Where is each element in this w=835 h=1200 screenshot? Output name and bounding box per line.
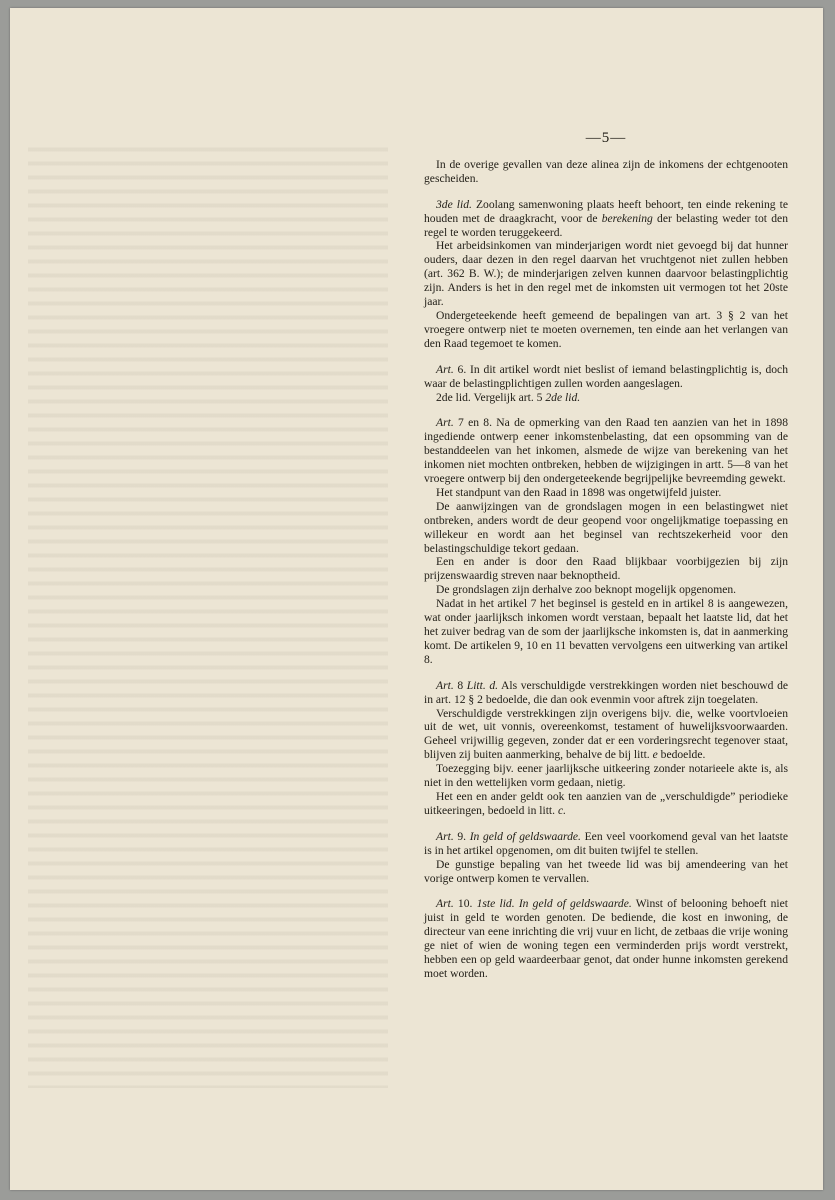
- paragraph: [424, 597, 788, 667]
- paragraph: [424, 858, 788, 886]
- text-run: 9.: [453, 829, 470, 843]
- document-page: [10, 8, 823, 1190]
- paragraph: [424, 486, 788, 500]
- paragraph: [424, 707, 788, 763]
- paragraph: [424, 555, 788, 583]
- italic-text: Art.: [436, 362, 454, 376]
- bleed-through-text: [28, 138, 388, 1088]
- paragraph-gap: [424, 186, 788, 198]
- text-run: Verschuldigde verstrekkingen zijn overigens bijv. die, welke voortvloeien uit de wet, uit vonnis, overeenkomst, testament of huwelijksvoorwaarden. Geheel vrijwillig gegeven, zonder dat er een vorderingsrecht tegenover staat, blijven zij buiten aanmerking, behalve de bij litt.: [424, 706, 788, 762]
- paragraph: [424, 830, 788, 858]
- italic-text: c.: [557, 803, 566, 817]
- italic-text: 3de lid.: [436, 197, 472, 211]
- paragraph: [424, 762, 788, 790]
- text-run: 8: [453, 678, 467, 692]
- text-run: 7 en 8. Na de opmerking van den Raad ten aanzien van het in 1898 ingediende ontwerp eener inkomstenbelasting, dat een opsomming van de bestanddeelen van het inkomen, alsmede de wijze van berekening van het inkomen niet mochten ontbreken, hebben de wijzigingen in artt. 5—8 van het vroegere ontwerp bij den ondergeteekende begrijpelijke bevreemding gewekt.: [424, 416, 788, 486]
- text-run: De aanwijzingen van de grondslagen mogen in een belastingwet niet ontbreken, anders wordt de deur geopend voor ongelijkmatige toepassing en willekeur en wordt aan het beginsel van rechtszekerheid voor den belastingschuldige tekort gedaan.: [424, 499, 788, 555]
- text-run: 6. In dit artikel wordt niet beslist of iemand belastingplichtig is, doch waar de belastingplichtigen zullen worden aangeslagen.: [424, 362, 788, 390]
- text-run: Toezegging bijv. eener jaarlijksche uitkeering zonder notarieele akte is, als niet in den wettelijken vorm gedaan, nietig.: [424, 762, 788, 790]
- text-run: 10.: [453, 897, 477, 911]
- text-run: De grondslagen zijn derhalve zoo beknopt mogelijk opgenomen.: [436, 583, 737, 597]
- text-run: Het arbeidsinkomen van minderjarigen wordt niet gevoegd bij dat hunner ouders, daar dezen in den regel daarvan het vruchtgenot niet zullen hebben (art. 362 B. W.); de minderjarigen zelven kunnen daarvoor belastingplichtig zijn. Anders is het in den regel met de inkomsten uit vermogen tot het 20ste jaar.: [424, 239, 788, 309]
- text-run: In de overige gevallen van deze alinea zijn de inkomens der echtgenooten gescheiden.: [424, 157, 788, 185]
- page-number: —5—: [585, 130, 627, 146]
- paragraph: [424, 897, 788, 980]
- italic-text: Art.: [436, 678, 454, 692]
- text-run: Nadat in het artikel 7 het beginsel is gesteld en in artikel 8 is aangewezen, wat onder jaarlijksch inkomen wordt verstaan, bepaalt het laatste lid, dat het het zuiver bedrag van de som der jaarlijksche inkomsten is, dat in aanmerking komt. De artikelen 9, 10 en 11 bevatten vervolgens een uitwerking van artikel 8.: [424, 597, 788, 666]
- text-run: Een en ander is door den Raad blijkbaar voorbijgezien bij zijn prijzenswaardig streven naar beknoptheid.: [424, 555, 788, 583]
- italic-text: Art.: [436, 829, 454, 843]
- text-run: 2de lid. Vergelijk art. 5: [436, 390, 546, 404]
- text-run: Ondergeteekende heeft gemeend de bepalingen van art. 3 § 2 van het vroegere ontwerp niet te moeten overnemen, ten einde aan het verlangen van den Raad tegemoet te komen.: [424, 308, 788, 350]
- text-run: Zoolang samenwoning plaats heeft behoort, ten einde rekening te houden met de draagkracht, voor de: [424, 197, 788, 225]
- italic-text: berekening: [601, 211, 653, 225]
- paragraph: [424, 309, 788, 351]
- text-run: De gunstige bepaling van het tweede lid was bij amendeering van het vorige ontwerp komen te vervallen.: [424, 857, 788, 885]
- paragraph: [424, 500, 788, 556]
- paragraph-gap: [424, 404, 788, 416]
- text-run: bedoelde.: [657, 748, 706, 762]
- paragraph: [424, 583, 788, 597]
- paragraph-gap: [424, 351, 788, 363]
- text-run: Het een en ander geldt ook ten aanzien van de „verschuldigde” periodieke uitkeeringen, bedoeld in litt.: [424, 789, 788, 817]
- paragraph: [424, 198, 788, 240]
- paragraph: [424, 679, 788, 707]
- text-run: Het standpunt van den Raad in 1898 was ongetwijfeld juister.: [436, 485, 722, 499]
- italic-text: 2de lid.: [545, 390, 581, 404]
- paragraph: [424, 363, 788, 391]
- text-blocks: [424, 158, 788, 981]
- italic-text: e: [652, 748, 658, 762]
- text-run: Als verschuldigde verstrekkingen worden niet beschouwd de in art. 12 § 2 bedoelde, die dan ook evenmin voor aftrek zijn toegelaten.: [424, 678, 789, 706]
- paragraph: [424, 416, 788, 486]
- italic-text: Art.: [436, 897, 454, 911]
- paragraph-gap: [424, 818, 788, 830]
- paragraph: [424, 239, 788, 309]
- text-run: Een veel voorkomend geval van het laatste is in het artikel opgenomen, om dit buiten twijfel te stellen.: [424, 829, 788, 857]
- paragraph-gap: [424, 885, 788, 897]
- italic-text: Art.: [436, 416, 454, 430]
- italic-text: In geld of geldswaarde.: [469, 829, 581, 843]
- italic-text: Litt. d.: [466, 678, 499, 692]
- paragraph: [424, 158, 788, 186]
- text-run: Winst of belooning behoeft niet juist in geld te worden genoten. De bediende, die kost en inwoning, de directeur van eene inrichting die vrij vuur en licht, de zetbaas die vrije woning ge niet of wien de woning tegen een verminderden prijs wordt verstrekt, hebben een op geld waardeerbaar genot, dat onder hunne inkomsten gerekend moet worden.: [424, 897, 788, 980]
- paragraph: [424, 790, 788, 818]
- text-run: der belasting weder tot den regel te worden teruggekeerd.: [424, 211, 788, 239]
- paragraph-gap: [424, 667, 788, 679]
- paragraph: [424, 391, 788, 405]
- italic-text: 1ste lid. In geld of geldswaarde.: [476, 897, 632, 911]
- page-content: [424, 132, 788, 981]
